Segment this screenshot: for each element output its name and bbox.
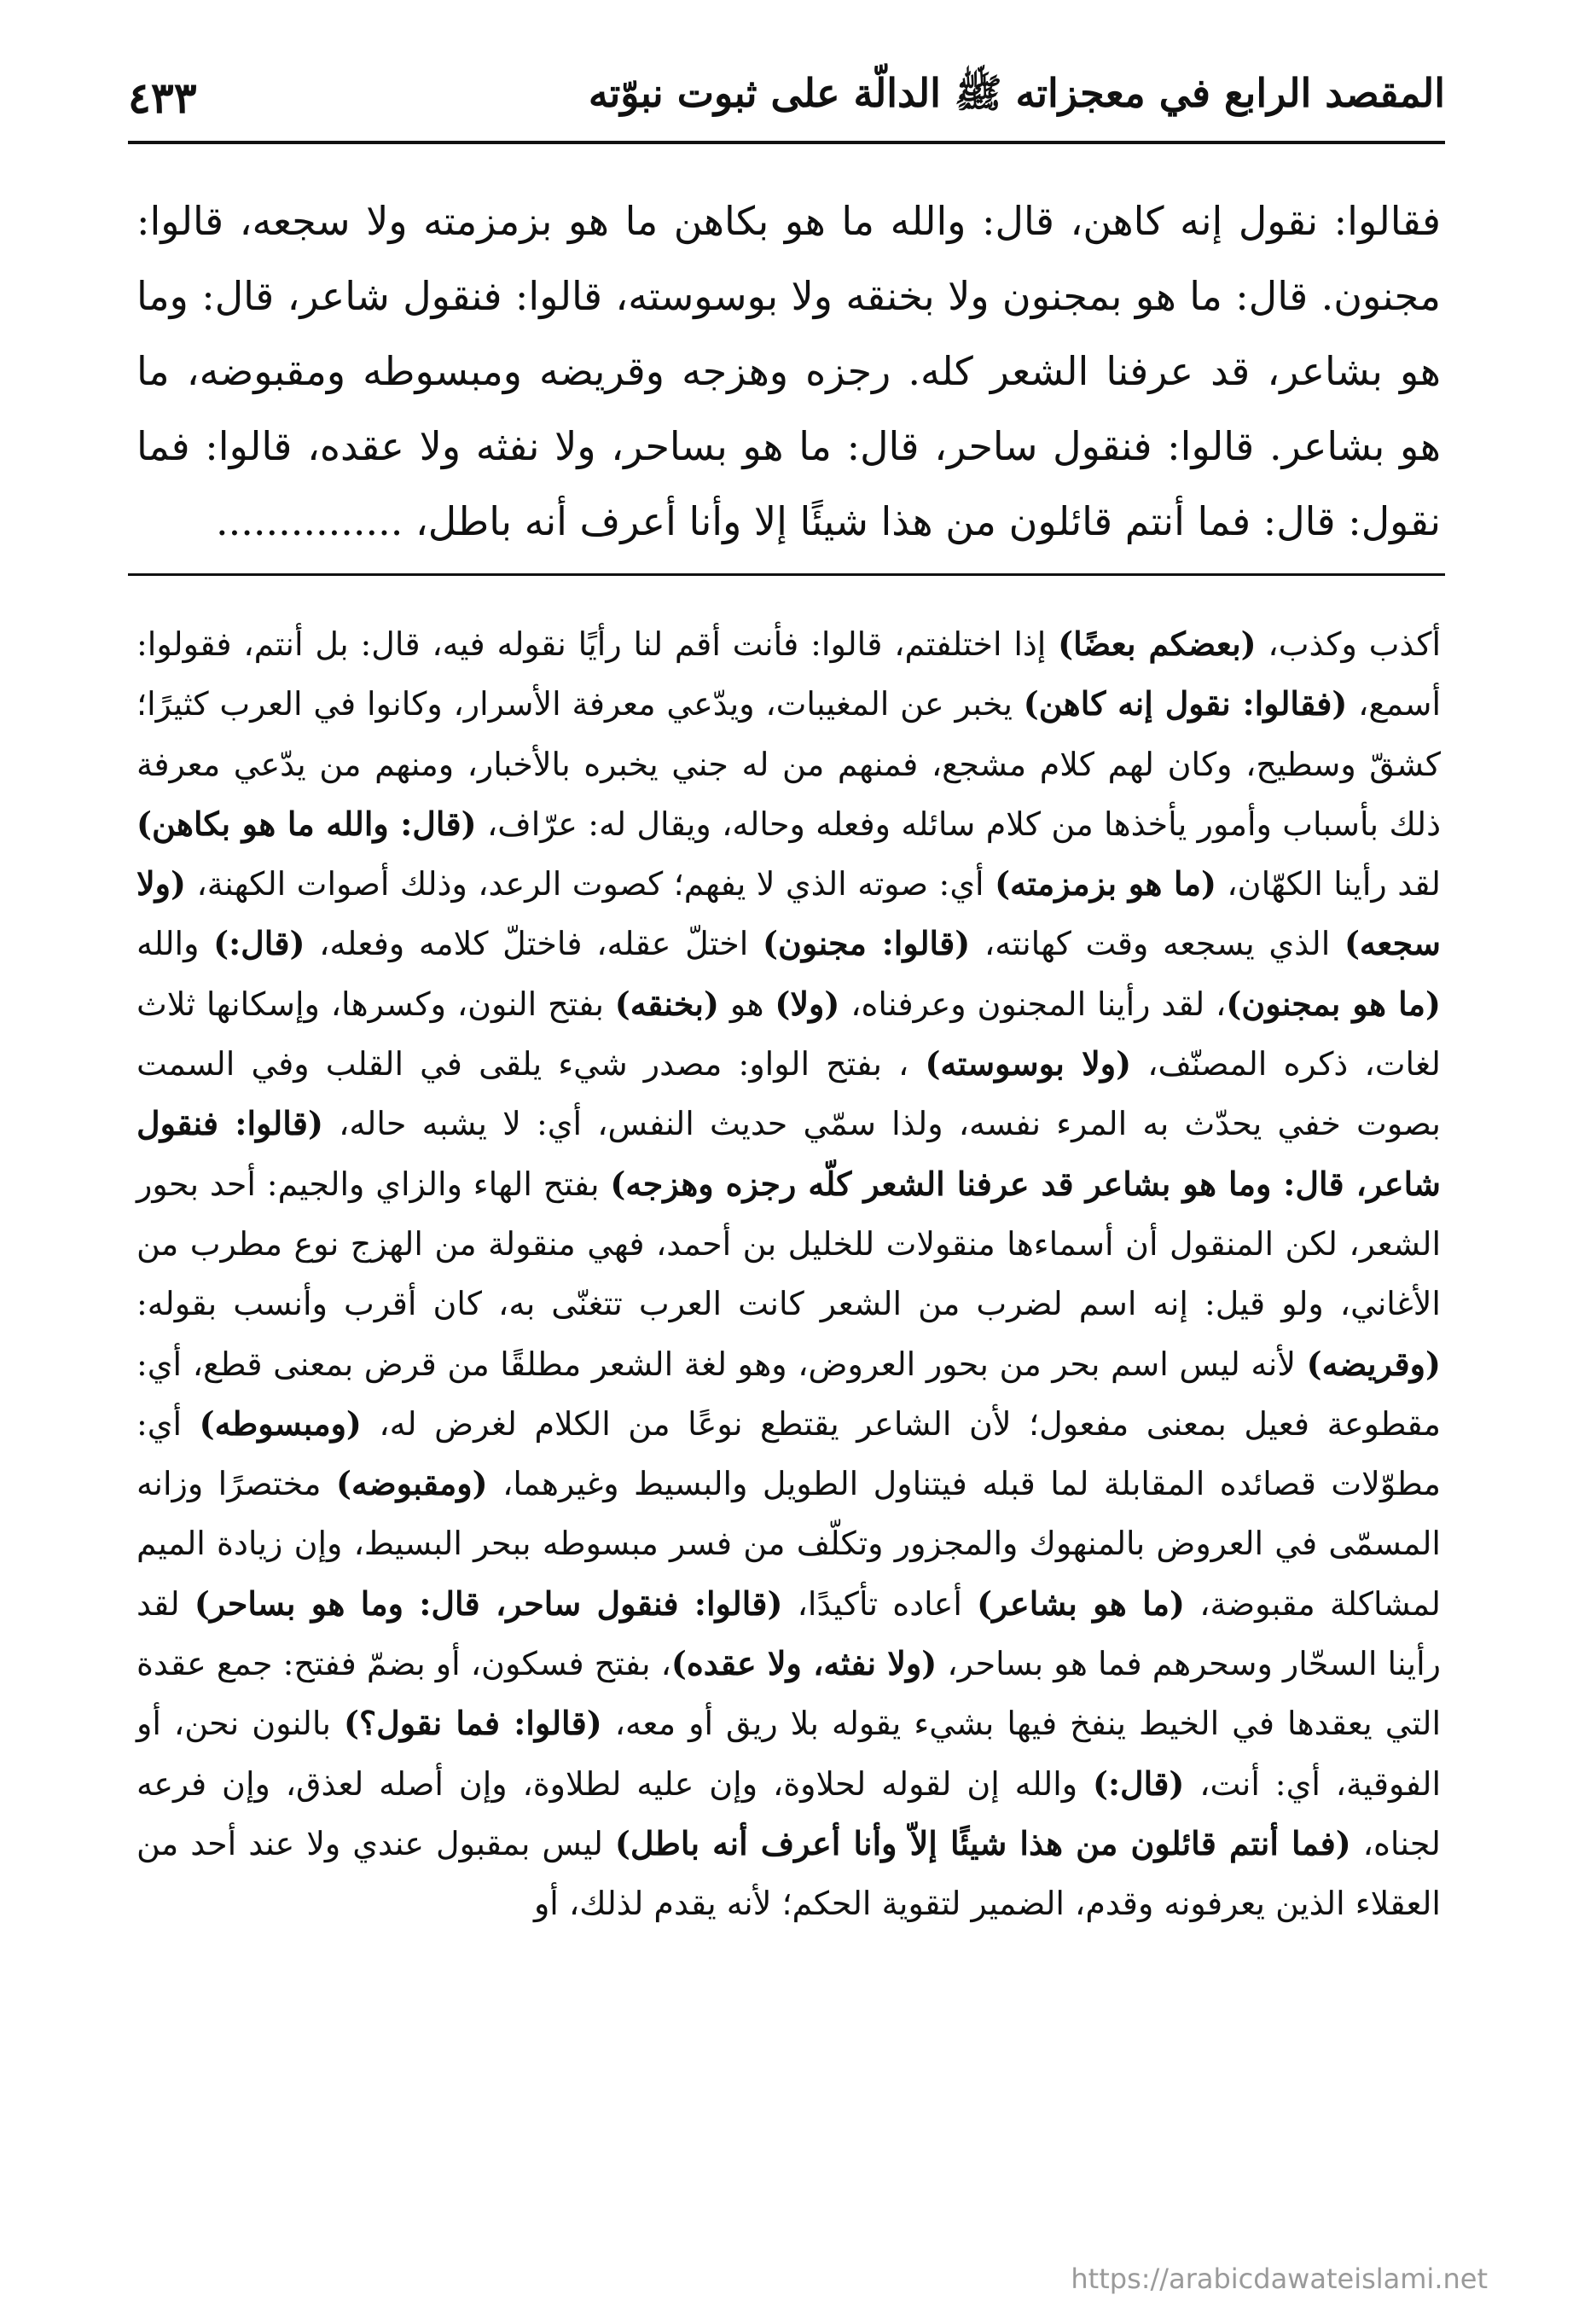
commentary-text: أعاده تأكيدًا، [782, 1584, 978, 1623]
commentary-text: بفتح النون، وكسرها، وإسكانها ثلاث لغات، ذكره المصنّف، [136, 985, 1441, 1084]
commentary-text: ، بفتح الواو: مصدر شيء يلقى في القلب وفي السمت بصوت خفي يحدّث به المرء نفسه، ولذا سمّي حديث النفس، أي: لا يشبه حاله، [136, 1045, 1441, 1143]
commentary-text: والله [136, 925, 214, 963]
commentary-quote: (قالوا: فما نقول؟) [344, 1704, 602, 1743]
commentary-quote: (ما هو بشاعر) [977, 1583, 1186, 1623]
commentary-quote: (ومقبوضه) [335, 1464, 488, 1503]
commentary-text: يخبر عن المغيبات، ويدّعي معرفة الأسرار، وكانوا في العرب كثيرًا؛ كشقّ وسطيح، وكان لهم كلام مشجع، فمنهم من له جني يخبره بالأخبار، ومنهم من يدّعي معرفة ذلك بأسباب وأمور يأخذها من كلام سائله وفعله وحاله، ويقال له: عرّاف، [136, 685, 1442, 843]
main-text-paragraph: فقالوا: نقول إنه كاهن، قال: والله ما هو بكاهن ما هو بزمزمته ولا سجعه، قالوا: مجنون. قال: ما هو بمجنون ولا بخنقه ولا بوسوسته، قالوا: فنقول شاعر، قال: وما هو بشاعر، قد عرفنا الشعر كله. رجزه وهزجه وقريضه ومبسوطه ومقبوضه، ما هو بشاعر. قالوا: فنقول ساحر، قال: ما هو بساحر، ولا نفثه ولا عقده، قالوا: فما نقول: قال: فما أنتم قائلون من هذا شيئًا إلا وأنا أعرف أنه باطل، ............... [136, 198, 1441, 544]
commentary-text: ليس بمقبول عندي ولا عند أحد من العقلاء الذين يعرفونه وقدم، الضمير لتقوية الحكم؛ لأنه يقدم لذلك، أو [136, 1824, 1441, 1923]
section-divider [128, 573, 1445, 576]
commentary-quote: (ما هو بمجنون) [1226, 984, 1442, 1023]
commentary-quote: (ولا نفثه، ولا عقده) [670, 1644, 937, 1683]
commentary-quote: (ولا سجعه) [136, 864, 1442, 963]
commentary-text: بالنون نحن، أو الفوقية، أي: أنت، [136, 1705, 1442, 1803]
commentary [136, 614, 1441, 1934]
commentary-text: هو [718, 985, 775, 1023]
commentary-quote: (قال: والله ما هو بكاهن) [136, 804, 477, 843]
commentary-quote: (بعضكم بعضًا) [1058, 625, 1257, 663]
main-text [136, 183, 1441, 559]
commentary-paragraph [136, 614, 1441, 1934]
commentary-quote: (وقريضه) [1306, 1344, 1441, 1383]
commentary-text: الذي يسجعه وقت كهانته، [970, 925, 1344, 963]
commentary-quote: (ومبسوطه) [199, 1403, 362, 1443]
commentary-text: ، بفتح فسكون، أو بضمّ ففتح: جمع عقدة التي يعقدها في الخيط ينفخ فيها بشيء يقوله بلا ريق أو معه، [136, 1645, 1442, 1743]
commentary-text: أي: صوته الذي لا يفهم؛ كصوت الرعد، وذلك أصوات الكهنة، [186, 865, 995, 903]
commentary-quote: (قالوا: فنقول ساحر، قال: وما هو بساحر) [194, 1583, 783, 1623]
watermark-url: https://arabicdawateislami.net [1071, 2263, 1488, 2295]
commentary-text: أي: مطوّلات قصائده المقابلة لما قبله فيتناول الطويل والبسيط وغيرهما، [136, 1404, 1441, 1503]
commentary-quote: (ما هو بزمزمته) [995, 864, 1216, 903]
commentary-text: إذا اختلفتم، قالوا: فأنت أقم لنا رأيًا نقوله فيه، قال: بل أنتم، فقولوا: أسمع، [136, 625, 1442, 723]
commentary-quote: (قالوا: مجنون) [763, 924, 971, 963]
commentary-quote: (ولا) [775, 984, 840, 1023]
commentary-text: بفتح الهاء والزاي والجيم: أحد بحور الشعر، لكن المنقول أن أسماءها منقولات للخليل بن أحمد، فهي منقولة من الهزج نوع مطرب من الأغاني، ولو قيل: إنه اسم لضرب من الشعر كانت العرب تتغنّى به، كان أقرب وأنسب بقوله: [136, 1165, 1441, 1323]
commentary-text: لأنه ليس اسم بحر من بحور العروض، وهو لغة الشعر مطلقًا من قرض بمعنى قطع، أي: مقطوعة فعيل بمعنى مفعول؛ لأن الشاعر يقتطع نوعًا من الكلام لغرض له، [136, 1345, 1441, 1443]
commentary-quote: (قال:) [213, 924, 305, 963]
commentary-text: مختصرًا وزانه المسمّى في العروض بالمنهوك والمجزور وتكلّف من فسر مبسوطه ببحر البسيط، وإن زيادة الميم لمشاكلة مقبوضة، [136, 1465, 1442, 1623]
commentary-quote: (فما أنتم قائلون من هذا شيئًا إلاّ وأنا أعرف أنه باطل) [614, 1823, 1351, 1862]
page-number: ٤٣٣ [128, 72, 197, 123]
commentary-text: والله إن لقوله لحلاوة، وإن عليه لطلاوة، وإن أصله لعذق، وإن فرعه لجناه، [136, 1764, 1442, 1862]
commentary-quote: (قال:) [1093, 1763, 1185, 1803]
page-header [128, 60, 1445, 135]
commentary-quote: (فقالوا: نقول إنه كاهن) [1023, 684, 1348, 723]
running-title: المقصد الرابع في معجزاته ﷺ الدالّة على ثبوت نبوّته [588, 69, 1445, 116]
commentary-text: لقد رأينا السحّار وسحرهم فما هو بساحر، [136, 1584, 1441, 1683]
commentary-text: ، لقد رأينا المجنون وعرفناه، [839, 985, 1227, 1023]
commentary-quote: (بخنقه) [614, 984, 719, 1023]
commentary-text: اختلّ عقله، فاختلّ كلامه وفعله، [305, 925, 763, 963]
commentary-quote: (قالوا: فنقول شاعر، قال: وما هو بشاعر قد عرفنا الشعر كلّه رجزه وهزجه) [136, 1104, 1442, 1203]
commentary-text: لقد رأينا الكهّان، [1216, 865, 1441, 903]
commentary-quote: (ولا بوسوسته) [925, 1044, 1132, 1084]
header-rule [128, 141, 1445, 144]
commentary-text: أكذب وكذب، [1256, 625, 1442, 663]
